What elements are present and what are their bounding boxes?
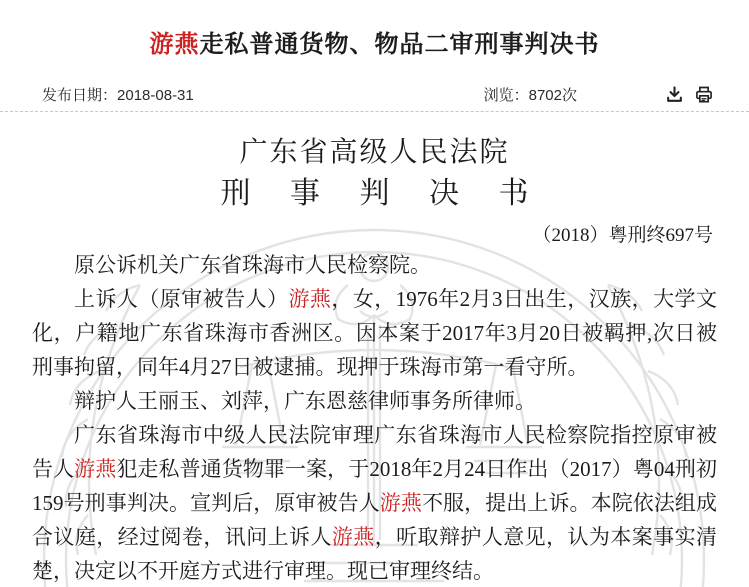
highlighted-person-name: 游燕	[74, 457, 117, 481]
text-segment: 原公诉机关广东省珠海市人民检察院。	[74, 253, 431, 277]
printer-icon	[694, 85, 714, 105]
view-count-label: 浏览：	[483, 87, 529, 104]
text-segment: 上诉人（原审被告人）	[74, 287, 289, 311]
publish-date	[42, 84, 194, 105]
document-type-title: 刑 事 判 决 书	[220, 177, 545, 210]
text-segment: 走私普通货物、物品二审刑事判决书	[199, 31, 600, 59]
judgment-body	[32, 248, 717, 587]
print-button[interactable]	[693, 84, 715, 106]
judgment-paragraph	[32, 248, 717, 282]
highlighted-person-name: 游燕	[149, 31, 200, 59]
view-count-value: 8702次	[528, 87, 577, 104]
download-icon	[665, 85, 684, 104]
view-count	[484, 84, 577, 105]
case-number: （2018）粤刑终697号	[532, 225, 713, 246]
judgment-paragraph	[32, 384, 717, 418]
publish-date-value: 2018-08-31	[117, 87, 194, 104]
text-segment: 广东省珠海市中级人民法院审理广东省珠海市人民检察院指控原审被告人	[32, 423, 717, 481]
page-title	[0, 24, 749, 59]
court-name: 广东省高级人民法院	[239, 137, 510, 168]
highlighted-person-name: 游燕	[379, 491, 422, 515]
text-segment: 犯走私普通货物罪一案，于2018年2月24日作出（2017）粤04刑初159号刑事判决。宣判后，原审被告人	[32, 457, 718, 515]
highlighted-person-name: 游燕	[288, 287, 332, 311]
judgment-paragraph	[32, 282, 717, 384]
download-button[interactable]	[663, 84, 685, 106]
highlighted-person-name: 游燕	[331, 525, 375, 549]
text-segment: 辩护人王丽玉、刘萍，广东恩慈律师事务所律师。	[74, 389, 536, 413]
judgment-paragraph	[32, 418, 717, 587]
meta-bar	[0, 78, 749, 112]
publish-date-label: 发布日期：	[42, 87, 118, 104]
text-segment: ，听取辩护人意见，认为本案事实清楚，决定以不开庭方式进行审理。现已审理终结。	[32, 525, 718, 583]
text-segment: 不服，提出上诉。本院依法组成合议庭，经过阅卷，讯问上诉人	[32, 491, 718, 549]
text-segment: ，女，1976年2月3日出生，汉族，大学文化，户籍地广东省珠海市香洲区。因本案于2017年3月20日被羁押,次日被刑事拘留，同年4月27日被逮捕。现押于珠海市第一看守所。	[32, 287, 718, 379]
